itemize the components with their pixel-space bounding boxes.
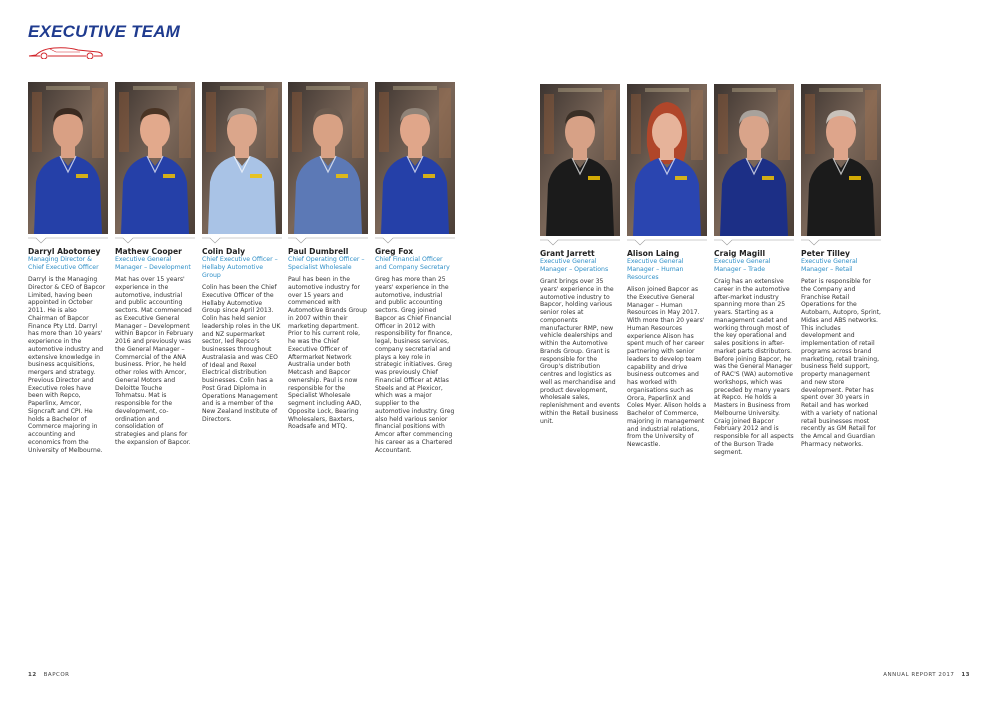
footer-right xyxy=(883,672,970,678)
executive-photo xyxy=(28,82,108,234)
photo-pointer xyxy=(627,236,707,246)
executive-photo xyxy=(375,82,455,234)
executive-name: Darryl Abotomey xyxy=(28,247,101,256)
photo-pointer xyxy=(375,234,455,244)
executive-role: Managing Director & Chief Executive Officer xyxy=(28,256,99,271)
executive-bio: Mat has over 15 years' experience in the automotive, industrial and public accounting sectors. Mat commenced as Executive General Manager – Development within Bapcor in February 2016 and previously was the General Manager – Commercial of the ANA business. Prior, he held other roles with Amcor, General Motors and Deloitte Touche Tohmatsu. Mat is responsible for the development, co-ordination and consolidation of strategies and plans for the expansion of Bapcor. xyxy=(115,276,194,446)
executive-name: Paul Dumbrell xyxy=(288,247,349,256)
executive-bio: Greg has more than 25 years' experience in the automotive, industrial and public accounting sectors. Greg joined Bapcor as Chief Financial Officer in 2012 with responsibility for finance, legal, business services, company secretarial and plays a key role in strategic initiatives. Greg was previously Chief Financial Officer at Atlas Steels and at Plexicor, which was a major supplier to the automotive industry. Greg also held various senior financial positions with Amcor after commencing his career as a Chartered Accountant. xyxy=(375,276,455,454)
executive-name: Colin Daly xyxy=(202,247,246,256)
footer-left xyxy=(28,672,70,678)
car-outline-icon xyxy=(28,44,104,63)
executive-bio: Colin has been the Chief Executive Officer of the Hellaby Automotive Group since April 2013. Colin has held senior leadership roles in the UK and NZ supermarket sector, led Repco's businesses throughout Australasia and was CEO of Ideal and Rexel Electrical distribution businesses. Colin has a Post Grad Diploma in Operations Management and is a member of the New Zealand Institute of Directors. xyxy=(202,284,281,423)
executive-role: Executive General Manager – Development xyxy=(115,256,191,271)
executive-role: Chief Operating Officer – Specialist Wholesale xyxy=(288,256,365,271)
executive-card xyxy=(627,84,707,449)
executive-name: Peter Tilley xyxy=(801,249,850,258)
executive-photo xyxy=(288,82,368,234)
executive-role: Executive General Manager – Retail xyxy=(801,258,858,273)
executive-card xyxy=(115,82,195,447)
photo-pointer xyxy=(28,234,108,244)
executive-card xyxy=(28,82,108,454)
executive-name: Greg Fox xyxy=(375,247,414,256)
photo-pointer xyxy=(202,234,282,244)
executive-photo xyxy=(627,84,707,236)
executive-photo xyxy=(115,82,195,234)
executive-role: Executive General Manager – Operations xyxy=(540,258,609,273)
footer-report-title: ANNUAL REPORT 2017 xyxy=(883,672,955,678)
executive-bio: Darryl is the Managing Director & CEO of Bapcor Limited, having been appointed in October 2011. He is also Chairman of Bapcor Finance Pty Ltd. Darryl has more than 10 years' experience in the automotive industry and extensive knowledge in business acquisitions, mergers and strategy. Previous Director and Executive roles have been with Repco, Paperlinx, Amcor, Signcraft and CPI. He holds a Bachelor of Commerce majoring in accounting and economics from the University of Melbourne. xyxy=(28,276,106,454)
photo-pointer xyxy=(540,236,620,246)
executive-photo xyxy=(801,84,881,236)
executive-role: Executive General Manager – Human Resources xyxy=(627,258,684,281)
executive-name: Mathew Cooper xyxy=(115,247,182,256)
executive-bio: Peter is responsible for the Company and Franchise Retail Operations for the Autobarn, Autopro, Sprint, Midas and ABS networks. This includes development and implementation of retail programs across brand marketing, retail training, business field support, property management and new store development. Peter has spent over 30 years in Retail and has worked with a variety of national retail businesses most recently as GM Retail for the Amcal and Guardian Pharmacy networks. xyxy=(801,278,881,448)
executive-card xyxy=(714,84,794,456)
executive-bio: Alison joined Bapcor as the Executive General Manager – Human Resources in May 2017. With more than 20 years' Human Resources experience Alison has spent much of her career partnering with senior leaders to develop team capability and drive business outcomes and has worked with organisations such as Orora, PaperlinX and Coles Myer. Alison holds a Bachelor of Commerce, majoring in management and industrial relations, from the University of Newcastle. xyxy=(627,286,707,448)
executive-role: Chief Executive Officer – Hellaby Automotive Group xyxy=(202,256,278,279)
executive-card xyxy=(375,82,455,454)
photo-pointer xyxy=(714,236,794,246)
executive-name: Craig Magill xyxy=(714,249,766,258)
executive-bio: Paul has been in the automotive industry for over 15 years and commenced with Automotive Brands Group in 2007 within their marketing department. Prior to his current role, he was the Chief Executive Officer of Aftermarket Network Australia under both Metcash and Bapcor ownership. Paul is now responsible for the Specialist Wholesale segment including AAD, Opposite Lock, Bearing Wholesalers, Baxters, Roadsafe and MTQ. xyxy=(288,276,368,431)
page-number-left: 12 xyxy=(28,672,37,678)
executive-photo xyxy=(540,84,620,236)
executive-card xyxy=(202,82,282,424)
photo-pointer xyxy=(115,234,195,244)
executive-card xyxy=(288,82,368,431)
footer-brand: BAPCOR xyxy=(43,672,70,678)
photo-pointer xyxy=(288,234,368,244)
executive-photo xyxy=(714,84,794,236)
executive-bio: Grant brings over 35 years' experience in the automotive industry to Bapcor, holding various senior roles at components manufacturer RMP, new vehicle dealerships and within the Automotive Brands Group. Grant is responsible for the Group's distribution centres and logistics as well as merchandise and product development, wholesale sales, replenishment and events within the Retail business unit. xyxy=(540,278,620,425)
page-number-right: 13 xyxy=(961,672,970,678)
executive-bio: Craig has an extensive career in the automotive after-market industry spanning more than 25 years. Starting as a management cadet and working through most of the key operational and sales positions in after-market parts distributors. Before joining Bapcor, he was the General Manager of RAC'S (WA) automotive workshops, which was preceded by many years at Repco. He holds a Masters in Business from Melbourne University. Craig joined Bapcor February 2012 and is responsible for all aspects of the Burson Trade segment. xyxy=(714,278,794,456)
executive-role: Executive General Manager – Trade xyxy=(714,258,771,273)
executive-photo xyxy=(202,82,282,234)
executive-card xyxy=(801,84,881,449)
photo-pointer xyxy=(801,236,881,246)
page-title: EXECUTIVE TEAM xyxy=(28,22,181,41)
executive-role: Chief Financial Officer and Company Secretary xyxy=(375,256,450,271)
executive-name: Alison Laing xyxy=(627,249,680,258)
executive-name: Grant Jarrett xyxy=(540,249,595,258)
executive-card xyxy=(540,84,620,425)
